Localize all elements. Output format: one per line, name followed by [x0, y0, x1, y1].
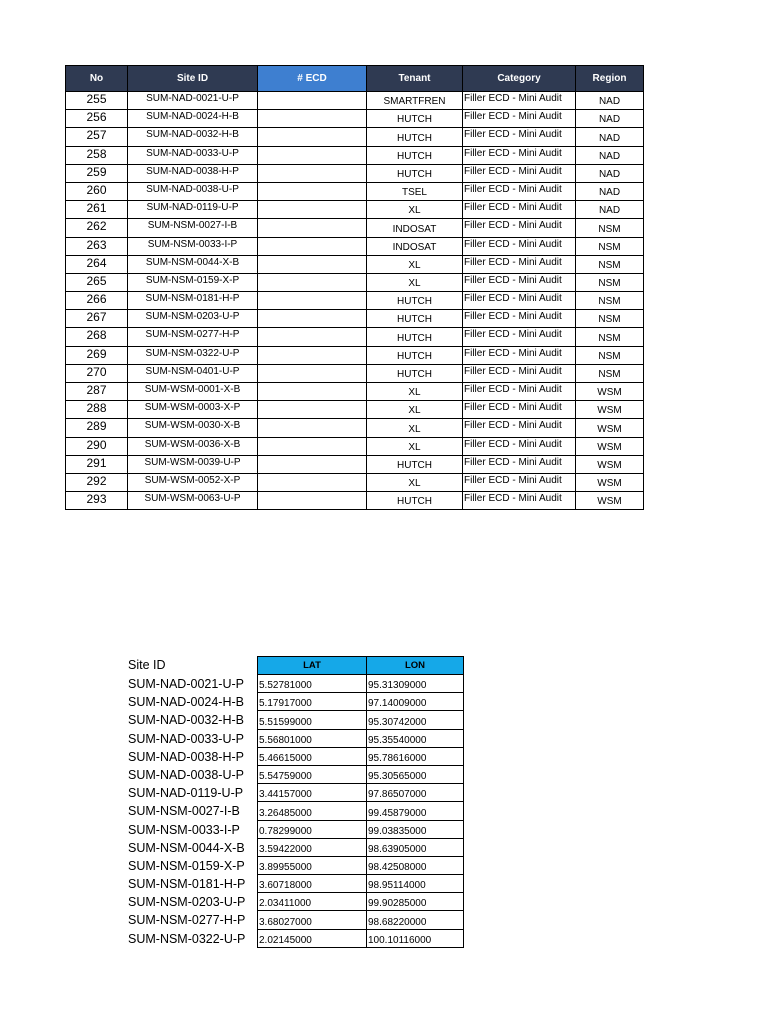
cell-ecd[interactable] — [258, 219, 367, 237]
header-tenant[interactable]: Tenant — [367, 66, 463, 92]
cell-ecd[interactable] — [258, 201, 367, 219]
cell-category[interactable]: Filler ECD - Mini Audit — [463, 437, 576, 455]
cell-category[interactable]: Filler ECD - Mini Audit — [463, 92, 576, 110]
cell-ecd[interactable] — [258, 437, 367, 455]
cell-tenant[interactable]: XL — [367, 437, 463, 455]
cell-ecd[interactable] — [258, 255, 367, 273]
cell-category[interactable]: Filler ECD - Mini Audit — [463, 219, 576, 237]
cell-tenant[interactable]: XL — [367, 401, 463, 419]
cell-tenant[interactable]: HUTCH — [367, 492, 463, 510]
coords-row — [258, 838, 464, 856]
cell-region[interactable]: NSM — [576, 346, 644, 364]
coords-row — [258, 856, 464, 874]
cell-lon[interactable]: 95.30742000 — [367, 711, 464, 729]
cell-no[interactable]: 261 — [66, 201, 128, 219]
cell-category[interactable]: Filler ECD - Mini Audit — [463, 292, 576, 310]
cell-lat[interactable]: 5.54759000 — [258, 765, 367, 783]
cell-category[interactable]: Filler ECD - Mini Audit — [463, 473, 576, 491]
cell-lat[interactable]: 3.89955000 — [258, 856, 367, 874]
cell-ecd[interactable] — [258, 164, 367, 182]
cell-tenant[interactable]: XL — [367, 473, 463, 491]
cell-ecd[interactable] — [258, 182, 367, 200]
cell-category[interactable]: Filler ECD - Mini Audit — [463, 455, 576, 473]
cell-lat[interactable]: 2.02145000 — [258, 929, 367, 947]
header-lon[interactable]: LON — [367, 657, 464, 675]
cell-no[interactable]: 264 — [66, 255, 128, 273]
cell-region[interactable]: WSM — [576, 473, 644, 491]
cell-no[interactable]: 262 — [66, 219, 128, 237]
cell-ecd[interactable] — [258, 273, 367, 291]
cell-site-id[interactable]: SUM-NAD-0033-U-P — [128, 146, 258, 164]
cell-category[interactable]: Filler ECD - Mini Audit — [463, 419, 576, 437]
cell-no[interactable]: 258 — [66, 146, 128, 164]
cell-lat[interactable]: 2.03411000 — [258, 893, 367, 911]
cell-site-id[interactable]: SUM-WSM-0039-U-P — [128, 455, 258, 473]
table-row — [66, 346, 644, 364]
cell-no[interactable]: 256 — [66, 110, 128, 128]
cell-site-id[interactable]: SUM-NSM-0159-X-P — [128, 273, 258, 291]
coords-row — [258, 820, 464, 838]
table-row — [66, 146, 644, 164]
cell-ecd[interactable] — [258, 310, 367, 328]
site-id-item: SUM-NSM-0159-X-P — [128, 858, 245, 873]
cell-tenant[interactable]: XL — [367, 419, 463, 437]
cell-lat[interactable]: 3.44157000 — [258, 784, 367, 802]
cell-region[interactable]: NSM — [576, 292, 644, 310]
cell-ecd[interactable] — [258, 292, 367, 310]
cell-lat[interactable]: 3.26485000 — [258, 802, 367, 820]
cell-no[interactable]: 289 — [66, 419, 128, 437]
cell-category[interactable]: Filler ECD - Mini Audit — [463, 346, 576, 364]
coords-row — [258, 711, 464, 729]
cell-tenant[interactable]: HUTCH — [367, 164, 463, 182]
cell-no[interactable]: 291 — [66, 455, 128, 473]
coords-row — [258, 729, 464, 747]
cell-tenant[interactable]: XL — [367, 201, 463, 219]
coords-row — [258, 747, 464, 765]
table-row — [66, 219, 644, 237]
coords-row — [258, 693, 464, 711]
cell-tenant[interactable]: HUTCH — [367, 455, 463, 473]
cell-region[interactable]: NSM — [576, 237, 644, 255]
coords-row — [258, 675, 464, 693]
site-id-item: SUM-NSM-0277-H-P — [128, 913, 246, 928]
site-id-item: SUM-NAD-0033-U-P — [128, 731, 244, 746]
header-no[interactable]: No — [66, 66, 128, 92]
table-row — [66, 255, 644, 273]
cell-lon[interactable]: 99.90285000 — [367, 893, 464, 911]
cell-ecd[interactable] — [258, 128, 367, 146]
coords-row — [258, 765, 464, 783]
table-row — [66, 273, 644, 291]
coords-row — [258, 911, 464, 929]
cell-site-id[interactable]: SUM-NAD-0038-H-P — [128, 164, 258, 182]
table-row — [66, 473, 644, 491]
cell-region[interactable]: NSM — [576, 364, 644, 382]
cell-site-id[interactable]: SUM-NSM-0322-U-P — [128, 346, 258, 364]
cell-tenant[interactable]: HUTCH — [367, 364, 463, 382]
header-lat[interactable]: LAT — [258, 657, 367, 675]
cell-tenant[interactable]: HUTCH — [367, 328, 463, 346]
table-row — [66, 401, 644, 419]
cell-lon[interactable]: 98.42508000 — [367, 856, 464, 874]
cell-lon[interactable]: 98.63905000 — [367, 838, 464, 856]
table-row — [66, 455, 644, 473]
cell-lat[interactable]: 5.52781000 — [258, 675, 367, 693]
cell-category[interactable]: Filler ECD - Mini Audit — [463, 164, 576, 182]
table-row — [66, 164, 644, 182]
cell-region[interactable]: NSM — [576, 255, 644, 273]
cell-tenant[interactable]: INDOSAT — [367, 219, 463, 237]
cell-lat[interactable]: 5.51599000 — [258, 711, 367, 729]
cell-no[interactable]: 260 — [66, 182, 128, 200]
cell-tenant[interactable]: XL — [367, 255, 463, 273]
coords-row — [258, 802, 464, 820]
cell-tenant[interactable]: SMARTFREN — [367, 92, 463, 110]
site-id-item: SUM-NAD-0038-H-P — [128, 749, 244, 764]
cell-category[interactable]: Filler ECD - Mini Audit — [463, 328, 576, 346]
cell-no[interactable]: 266 — [66, 292, 128, 310]
cell-ecd[interactable] — [258, 328, 367, 346]
cell-ecd[interactable] — [258, 419, 367, 437]
cell-no[interactable]: 259 — [66, 164, 128, 182]
cell-site-id[interactable]: SUM-WSM-0030-X-B — [128, 419, 258, 437]
cell-lon[interactable]: 99.03835000 — [367, 820, 464, 838]
cell-region[interactable]: NAD — [576, 201, 644, 219]
cell-tenant[interactable]: XL — [367, 273, 463, 291]
cell-lon[interactable]: 95.78616000 — [367, 747, 464, 765]
cell-tenant[interactable]: INDOSAT — [367, 237, 463, 255]
cell-region[interactable]: WSM — [576, 383, 644, 401]
site-id-item: SUM-NAD-0038-U-P — [128, 767, 244, 782]
cell-site-id[interactable]: SUM-NAD-0032-H-B — [128, 128, 258, 146]
site-id-item: SUM-NSM-0027-I-B — [128, 804, 240, 819]
cell-ecd[interactable] — [258, 364, 367, 382]
cell-lat[interactable]: 3.60718000 — [258, 875, 367, 893]
table-row — [66, 128, 644, 146]
cell-category[interactable]: Filler ECD - Mini Audit — [463, 146, 576, 164]
cell-lon[interactable]: 98.95114000 — [367, 875, 464, 893]
cell-no[interactable]: 269 — [66, 346, 128, 364]
cell-tenant[interactable]: HUTCH — [367, 292, 463, 310]
cell-category[interactable]: Filler ECD - Mini Audit — [463, 201, 576, 219]
cell-ecd[interactable] — [258, 110, 367, 128]
cell-ecd[interactable] — [258, 455, 367, 473]
table-row — [66, 92, 644, 110]
cell-lon[interactable]: 97.86507000 — [367, 784, 464, 802]
cell-site-id[interactable]: SUM-WSM-0001-X-B — [128, 383, 258, 401]
cell-no[interactable]: 265 — [66, 273, 128, 291]
cell-site-id[interactable]: SUM-WSM-0052-X-P — [128, 473, 258, 491]
cell-site-id[interactable]: SUM-NSM-0027-I-B — [128, 219, 258, 237]
cell-no[interactable]: 267 — [66, 310, 128, 328]
cell-no[interactable]: 257 — [66, 128, 128, 146]
table-row — [66, 110, 644, 128]
cell-category[interactable]: Filler ECD - Mini Audit — [463, 273, 576, 291]
cell-ecd[interactable] — [258, 346, 367, 364]
cell-category[interactable]: Filler ECD - Mini Audit — [463, 310, 576, 328]
cell-site-id[interactable]: SUM-NSM-0401-U-P — [128, 364, 258, 382]
cell-no[interactable]: 270 — [66, 364, 128, 382]
site-id-item: SUM-NSM-0033-I-P — [128, 822, 240, 837]
header-site-id[interactable]: Site ID — [128, 66, 258, 92]
cell-lat[interactable]: 3.59422000 — [258, 838, 367, 856]
coords-row — [258, 893, 464, 911]
cell-lon[interactable]: 95.35540000 — [367, 729, 464, 747]
cell-site-id[interactable]: SUM-WSM-0063-U-P — [128, 492, 258, 510]
cell-no[interactable]: 287 — [66, 383, 128, 401]
cell-site-id[interactable]: SUM-NSM-0044-X-B — [128, 255, 258, 273]
table-row — [66, 364, 644, 382]
cell-no[interactable]: 293 — [66, 492, 128, 510]
cell-lat[interactable]: 5.46615000 — [258, 747, 367, 765]
cell-ecd[interactable] — [258, 92, 367, 110]
coords-row — [258, 929, 464, 947]
cell-ecd[interactable] — [258, 401, 367, 419]
cell-region[interactable]: NAD — [576, 92, 644, 110]
cell-no[interactable]: 255 — [66, 92, 128, 110]
site-id-item: SUM-NSM-0203-U-P — [128, 895, 246, 910]
table-row — [66, 328, 644, 346]
cell-lat[interactable]: 3.68027000 — [258, 911, 367, 929]
table-row — [66, 237, 644, 255]
coords-row — [258, 875, 464, 893]
cell-lon[interactable]: 95.31309000 — [367, 675, 464, 693]
cell-site-id[interactable]: SUM-NSM-0181-H-P — [128, 292, 258, 310]
cell-ecd[interactable] — [258, 383, 367, 401]
site-id-item: SUM-NSM-0181-H-P — [128, 877, 246, 892]
cell-tenant[interactable]: TSEL — [367, 182, 463, 200]
cell-lon[interactable]: 99.45879000 — [367, 802, 464, 820]
table-row — [66, 310, 644, 328]
cell-no[interactable]: 288 — [66, 401, 128, 419]
cell-region[interactable]: NSM — [576, 219, 644, 237]
cell-site-id[interactable]: SUM-NAD-0021-U-P — [128, 92, 258, 110]
cell-lon[interactable]: 100.10116000 — [367, 929, 464, 947]
cell-category[interactable]: Filler ECD - Mini Audit — [463, 237, 576, 255]
cell-ecd[interactable] — [258, 237, 367, 255]
cell-tenant[interactable]: HUTCH — [367, 128, 463, 146]
cell-category[interactable]: Filler ECD - Mini Audit — [463, 401, 576, 419]
cell-region[interactable]: WSM — [576, 401, 644, 419]
cell-ecd[interactable] — [258, 146, 367, 164]
cell-tenant[interactable]: HUTCH — [367, 346, 463, 364]
cell-site-id[interactable]: SUM-NAD-0038-U-P — [128, 182, 258, 200]
cell-region[interactable]: WSM — [576, 492, 644, 510]
coordinates-table — [257, 656, 464, 948]
cell-lat[interactable]: 0.78299000 — [258, 820, 367, 838]
cell-no[interactable]: 263 — [66, 237, 128, 255]
cell-category[interactable]: Filler ECD - Mini Audit — [463, 128, 576, 146]
cell-region[interactable]: NAD — [576, 110, 644, 128]
cell-site-id[interactable]: SUM-NSM-0203-U-P — [128, 310, 258, 328]
cell-region[interactable]: WSM — [576, 419, 644, 437]
cell-lat[interactable]: 5.17917000 — [258, 693, 367, 711]
cell-region[interactable]: NAD — [576, 128, 644, 146]
table-row — [66, 437, 644, 455]
site-id-item: SUM-NSM-0044-X-B — [128, 840, 245, 855]
table-row — [66, 292, 644, 310]
table-row — [66, 182, 644, 200]
cell-no[interactable]: 290 — [66, 437, 128, 455]
site-id-item: SUM-NSM-0322-U-P — [128, 931, 246, 946]
cell-region[interactable]: NSM — [576, 328, 644, 346]
cell-category[interactable]: Filler ECD - Mini Audit — [463, 364, 576, 382]
cell-lon[interactable]: 98.68220000 — [367, 911, 464, 929]
table-row — [66, 492, 644, 510]
cell-ecd[interactable] — [258, 492, 367, 510]
site-id-item: SUM-NAD-0119-U-P — [128, 786, 244, 801]
cell-no[interactable]: 268 — [66, 328, 128, 346]
cell-region[interactable]: WSM — [576, 437, 644, 455]
cell-lat[interactable]: 5.56801000 — [258, 729, 367, 747]
cell-region[interactable]: NSM — [576, 273, 644, 291]
table-header-row — [66, 66, 644, 92]
coords-header-row — [258, 657, 464, 675]
cell-region[interactable]: WSM — [576, 455, 644, 473]
cell-category[interactable]: Filler ECD - Mini Audit — [463, 255, 576, 273]
cell-site-id[interactable]: SUM-NAD-0119-U-P — [128, 201, 258, 219]
cell-lon[interactable]: 97.14009000 — [367, 693, 464, 711]
cell-tenant[interactable]: HUTCH — [367, 146, 463, 164]
header-ecd[interactable]: # ECD — [258, 66, 367, 92]
cell-tenant[interactable]: HUTCH — [367, 310, 463, 328]
site-id-item: SUM-NAD-0021-U-P — [128, 677, 244, 691]
site-id-list — [128, 676, 245, 949]
table-row — [66, 383, 644, 401]
site-id-item: SUM-NAD-0032-H-B — [128, 713, 244, 728]
cell-category[interactable]: Filler ECD - Mini Audit — [463, 492, 576, 510]
table-row — [66, 419, 644, 437]
header-category[interactable]: Category — [463, 66, 576, 92]
cell-site-id[interactable]: SUM-NSM-0277-H-P — [128, 328, 258, 346]
cell-tenant[interactable]: HUTCH — [367, 110, 463, 128]
cell-category[interactable]: Filler ECD - Mini Audit — [463, 182, 576, 200]
cell-region[interactable]: NAD — [576, 146, 644, 164]
cell-site-id[interactable]: SUM-NAD-0024-H-B — [128, 110, 258, 128]
cell-ecd[interactable] — [258, 473, 367, 491]
cell-site-id[interactable]: SUM-NSM-0033-I-P — [128, 237, 258, 255]
cell-region[interactable]: NAD — [576, 182, 644, 200]
site-id-label: Site ID — [128, 658, 166, 672]
cell-category[interactable]: Filler ECD - Mini Audit — [463, 110, 576, 128]
coords-row — [258, 784, 464, 802]
cell-region[interactable]: NSM — [576, 310, 644, 328]
cell-site-id[interactable]: SUM-WSM-0003-X-P — [128, 401, 258, 419]
cell-category[interactable]: Filler ECD - Mini Audit — [463, 383, 576, 401]
site-id-item: SUM-NAD-0024-H-B — [128, 695, 244, 710]
cell-site-id[interactable]: SUM-WSM-0036-X-B — [128, 437, 258, 455]
cell-tenant[interactable]: XL — [367, 383, 463, 401]
cell-no[interactable]: 292 — [66, 473, 128, 491]
cell-lon[interactable]: 95.30565000 — [367, 765, 464, 783]
cell-region[interactable]: NAD — [576, 164, 644, 182]
header-region[interactable]: Region — [576, 66, 644, 92]
site-table — [65, 65, 644, 510]
table-row — [66, 201, 644, 219]
